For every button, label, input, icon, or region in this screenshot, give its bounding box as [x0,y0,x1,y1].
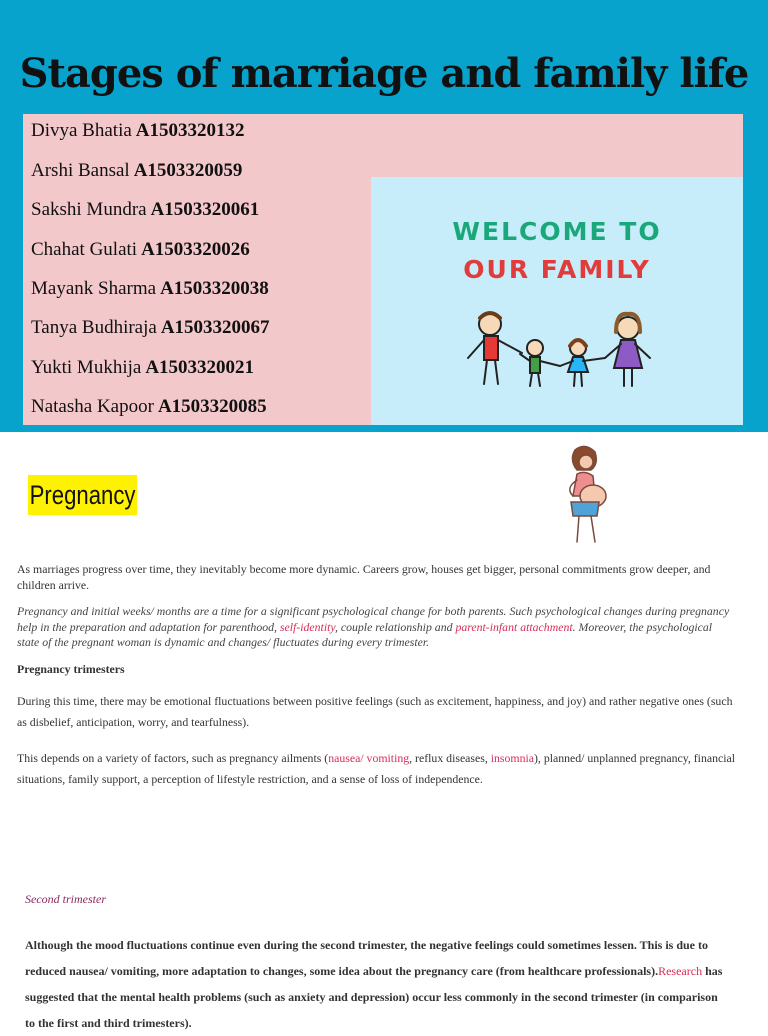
paragraph-psychological-change [17,604,737,651]
paragraph-intro: As marriages progress over time, they inevitably become more dynamic. Careers grow, houses get bigger, personal commitments grow deeper, and children arrive. [17,562,711,592]
subheading-trimesters: Pregnancy trimesters [17,662,125,676]
member-row [31,317,270,339]
member-name: Divya Bhatia [31,120,132,141]
link-research[interactable]: Research [658,964,703,978]
welcome-text: WELCOME TO [452,217,662,246]
member-name: Chahat Gulati [31,239,138,260]
member-name: Arshi Bansal [31,160,130,181]
text-span: , couple relationship and [334,619,456,634]
paragraph-factors [17,748,737,790]
text-span: This depends on a variety of factors, such as pregnancy ailments ( [17,751,329,765]
member-row [31,396,267,418]
member-name: Mayank Sharma [31,278,157,299]
text-span: Pregnancy and initial weeks/ months are a time for a significant psychological change for both parents. Such psychological changes during pregnancy help in the preparation and adaptation for parenthood, [17,604,730,634]
member-row [31,199,259,221]
second-trimester-heading: Second trimester [25,892,106,906]
member-row [31,357,254,379]
member-id: A1503320059 [133,160,243,181]
link-self-identity[interactable]: self-identity [279,619,335,634]
member-name: Yukti Mukhija [31,357,142,378]
member-id: A1503320061 [150,199,260,220]
link-parent-infant-attachment[interactable]: parent-infant attachment [455,619,573,634]
text-span: Although the mood fluctuations continue even during the second trimester, the negative feelings could sometimes lessen. This is due to reduced nausea/ vomiting, more adaptation to changes, some idea about the pregnancy care (from healthcare professionals). [25,938,709,978]
pregnant-woman-illustration [555,444,635,546]
link-nausea-vomiting[interactable]: nausea/ vomiting [328,751,410,765]
member-id: A1503320038 [160,278,269,299]
link-insomnia[interactable]: insomnia [490,751,534,765]
member-id: A1503320132 [135,120,245,141]
paragraph-second-trimester [25,932,725,1036]
member-id: A1503320026 [141,239,250,260]
member-row [31,239,250,261]
our-family-text: OUR FAMILY [463,255,651,284]
family-illustration [460,308,660,393]
text-span: , reflux diseases, [409,751,491,765]
member-row [31,278,269,300]
slide-title: Stages of marriage and family life [19,50,749,97]
text-span: has suggested that the mental health problems (such as anxiety and depression) occur less commonly in the second trimester (in comparison to the first and third trimesters). [25,964,723,1030]
member-row [31,160,242,182]
text-span: . Moreover, the psychological state of the pregnant woman is dynamic and changes/ fluctuates during every trimester. [17,619,713,649]
member-name: Tanya Budhiraja [31,317,157,338]
member-id: A1503320067 [160,317,270,338]
member-name: Sakshi Mundra [31,199,147,220]
text-span: ), planned/ unplanned pregnancy, financial situations, family support, a perception of lifestyle restriction, and a sense of loss of independence. [17,751,736,786]
member-id: A1503320021 [145,357,255,378]
member-row [31,120,245,142]
pregnancy-heading: Pregnancy [28,475,137,515]
member-name: Natasha Kapoor [31,396,154,417]
paragraph-emotional-fluctuations: During this time, there may be emotional fluctuations between positive feelings (such as excitement, happiness, and joy) and rather negative ones (such as disbelief, anticipation, worry, and tearfulness). [17,694,733,729]
member-id: A1503320085 [157,396,267,417]
